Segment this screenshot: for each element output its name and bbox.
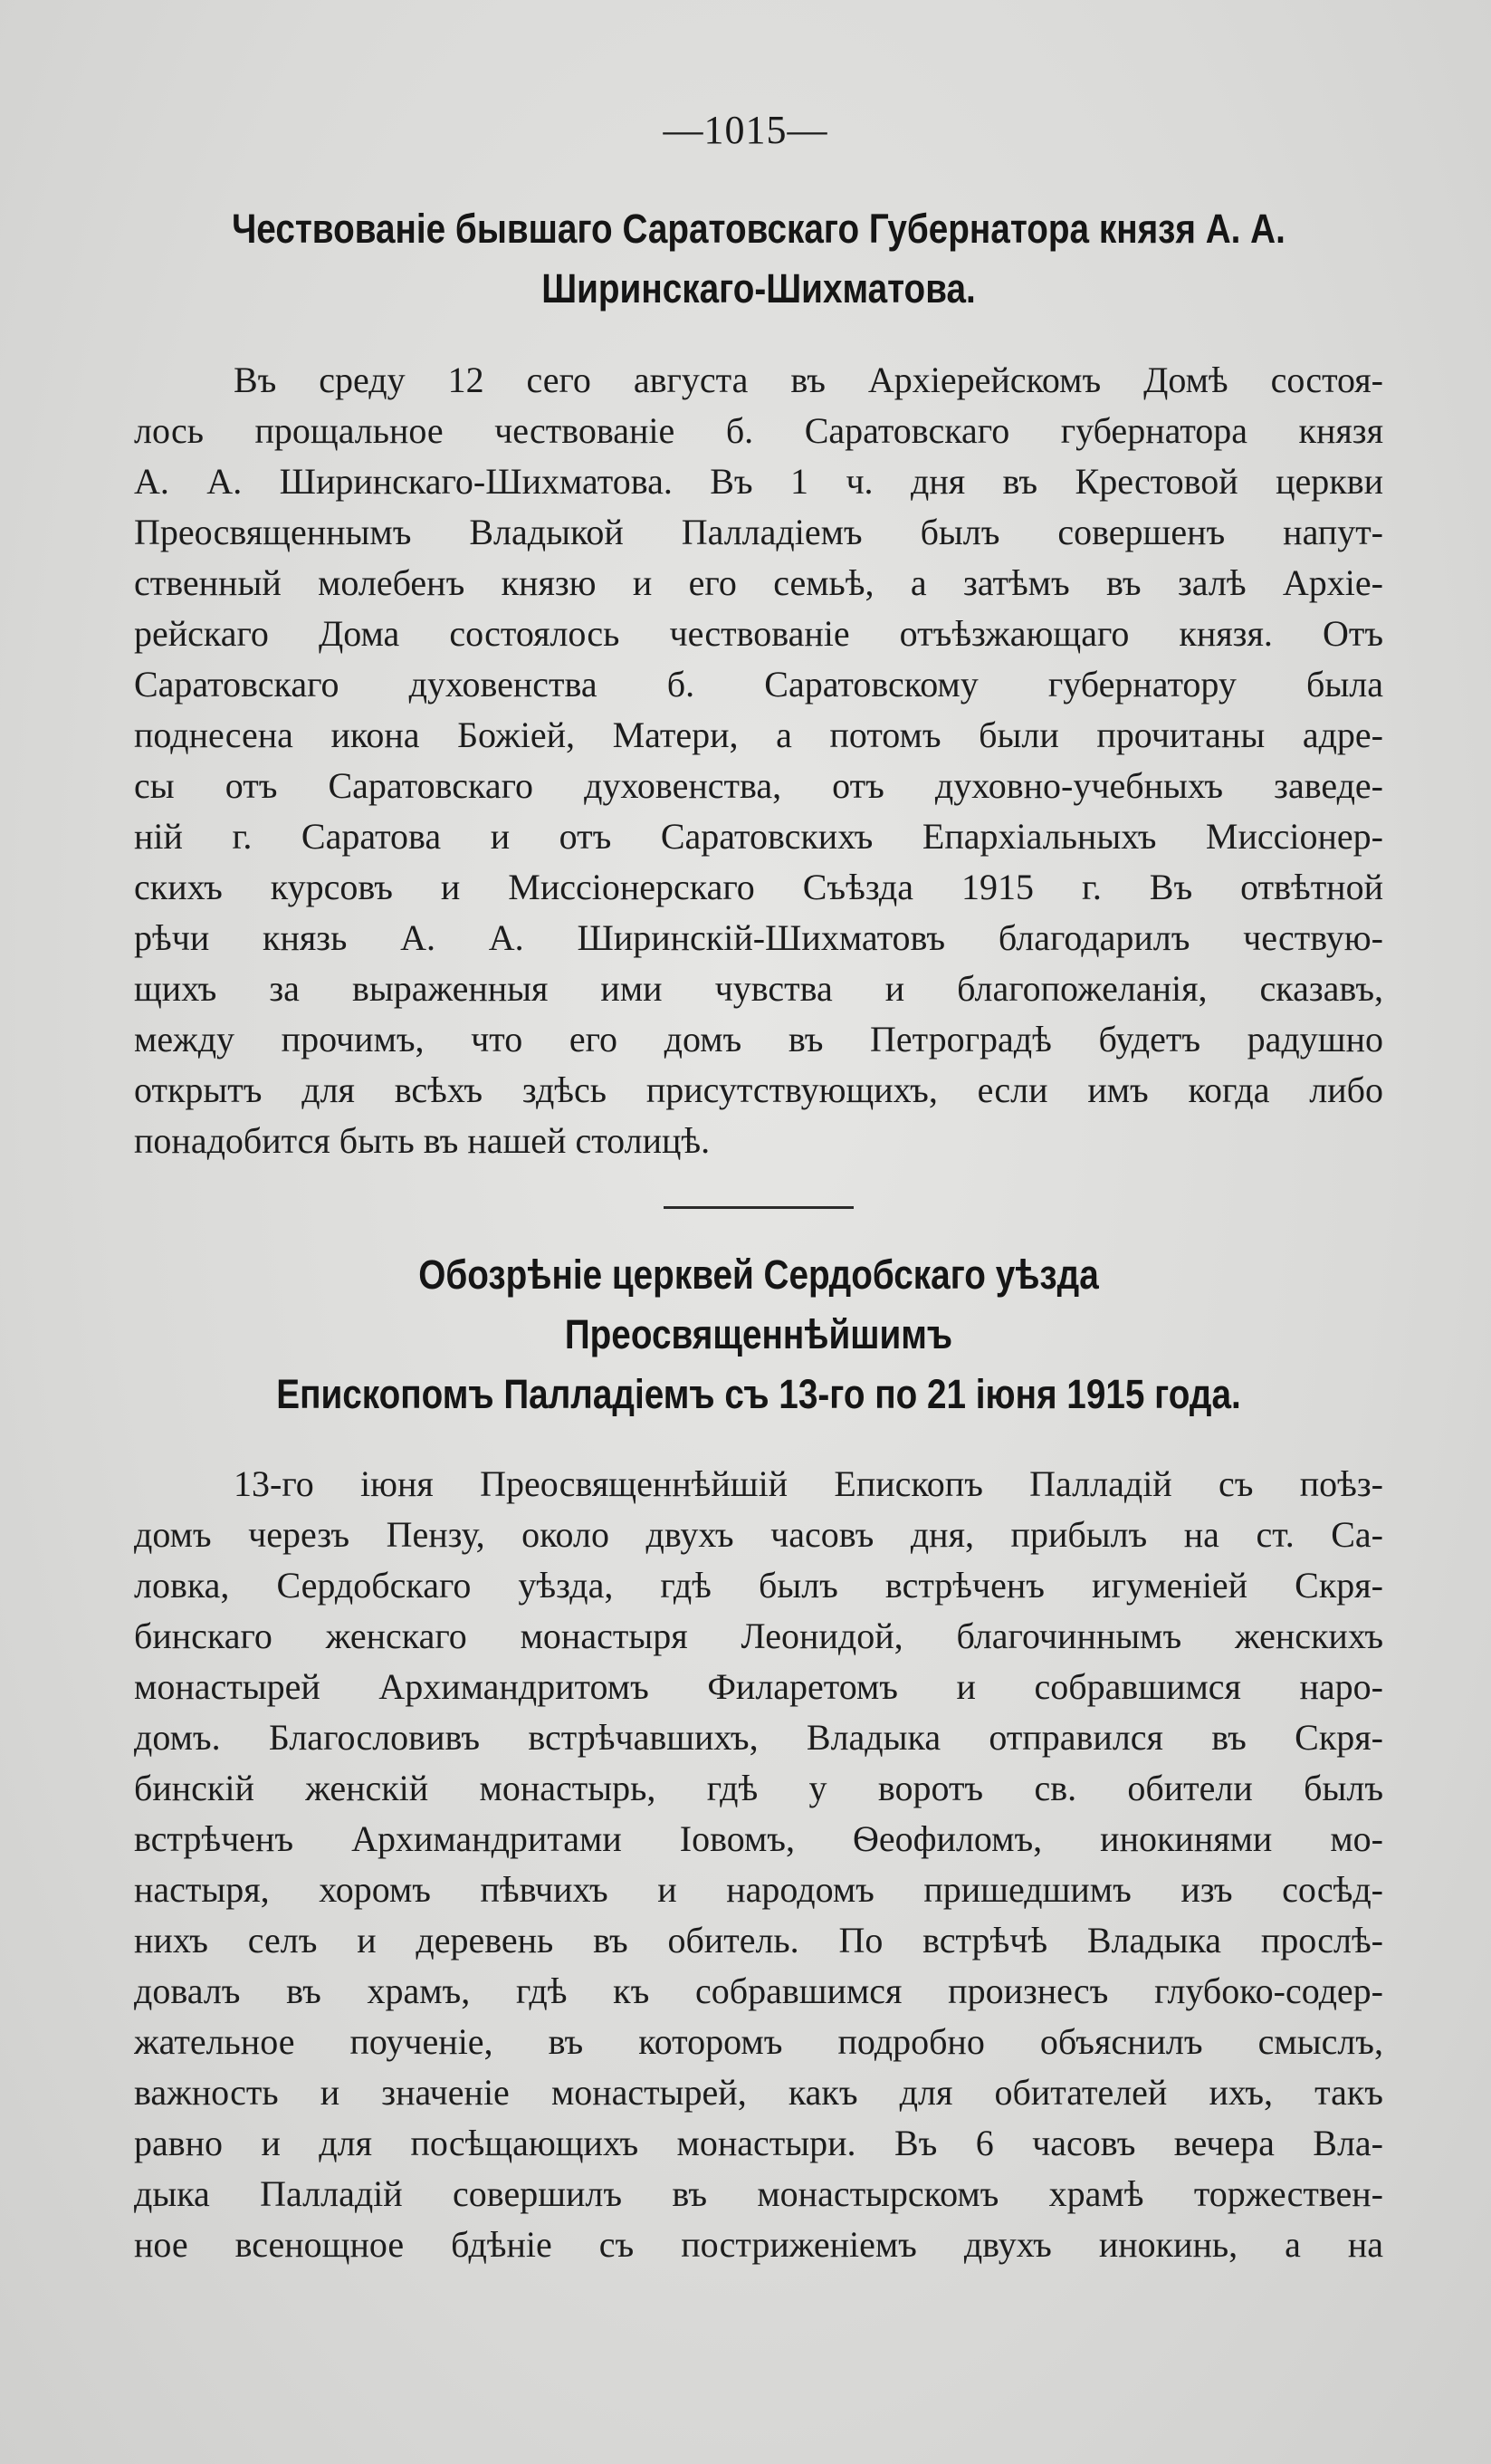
article-2-paragraph <box>134 1459 1383 2270</box>
article-section-1 <box>134 199 1383 1166</box>
text-line: равно и для посѣщающихъ монастыри. Въ 6 часовъ вечера Вла- <box>134 2123 1383 2163</box>
heading-line: Обозрѣніе церквей Сердобскаго уѣзда Преосвященнѣйшимъ <box>418 1251 1099 1357</box>
text-line: щихъ за выраженныя ими чувства и благопожеланія, сказавъ, <box>134 968 1383 1009</box>
article-1-paragraph <box>134 355 1383 1166</box>
text-line: встрѣченъ Архимандритами Іовомъ, Ѳеофиломъ, инокинями мо- <box>134 1818 1383 1859</box>
text-line: домъ черезъ Пензу, около двухъ часовъ дня, прибылъ на ст. Са- <box>134 1514 1383 1555</box>
text-line: ловка, Сердобскаго уѣзда, гдѣ былъ встрѣченъ игуменіей Скря- <box>134 1565 1383 1606</box>
section-divider <box>664 1206 854 1209</box>
text-line: между прочимъ, что его домъ въ Петроградѣ будетъ радушно <box>134 1019 1383 1059</box>
text-line: ній г. Саратова и отъ Саратовскихъ Епархіальныхъ Миссіонер- <box>134 816 1383 857</box>
heading-line: Чествованіе бывшаго Саратовскаго Губернатора князя А. А. <box>232 206 1286 252</box>
text-line: сы отъ Саратовскаго духовенства, отъ духовно-учебныхъ заведе- <box>134 765 1383 806</box>
text-line: 13-го іюня Преосвященнѣйшій Епископъ Палладій съ поѣз- <box>234 1463 1383 1504</box>
heading-line: Ширинскаго-Шихматова. <box>541 265 976 312</box>
text-line: скихъ курсовъ и Миссіонерскаго Съѣзда 1915 г. Въ отвѣтной <box>134 867 1383 907</box>
text-line: А. А. Ширинскаго-Шихматова. Въ 1 ч. дня въ Крестовой церкви <box>134 461 1383 502</box>
text-line: ное всенощное бдѣніе съ постриженіемъ двухъ инокинь, а на <box>134 2224 1383 2265</box>
text-line: жательное поученіе, въ которомъ подробно объяснилъ смыслъ, <box>134 2021 1383 2062</box>
text-line: лось прощальное чествованіе б. Саратовскаго губернатора князя <box>134 410 1383 451</box>
text-line: понадобится быть въ нашей столицѣ. <box>134 1120 711 1161</box>
text-line: поднесена икона Божіей, Матери, а потомъ были прочитаны адре- <box>134 714 1383 755</box>
text-line: настыря, хоромъ пѣвчихъ и народомъ пришедшимъ изъ сосѣд- <box>134 1869 1383 1910</box>
text-line: важность и значеніе монастырей, какъ для обитателей ихъ, такъ <box>134 2072 1383 2113</box>
article-1-heading <box>222 199 1296 319</box>
text-line: рейскаго Дома состоялось чествованіе отъѣзжающаго князя. Отъ <box>134 613 1383 654</box>
text-line: ственный молебенъ князю и его семьѣ, а затѣмъ въ залѣ Архіе- <box>134 562 1383 603</box>
text-line: открытъ для всѣхъ здѣсь присутствующихъ, если имъ когда либо <box>134 1069 1383 1110</box>
page-number: —1015— <box>663 108 828 152</box>
text-line: дыка Палладій совершилъ въ монастырскомъ храмѣ торжествен- <box>134 2173 1383 2214</box>
article-2-heading <box>222 1245 1296 1424</box>
text-line: Преосвященнымъ Владыкой Палладіемъ былъ совершенъ напут- <box>134 512 1383 552</box>
text-line: нихъ селъ и деревень въ обитель. По встрѣчѣ Владыка прослѣ- <box>134 1920 1383 1961</box>
text-line: бинскій женскій монастырь, гдѣ у воротъ св. обители былъ <box>134 1768 1383 1808</box>
text-line: монастырей Архимандритомъ Филаретомъ и собравшимся наро- <box>134 1666 1383 1707</box>
text-line: бинскаго женскаго монастыря Леонидой, благочиннымъ женскихъ <box>134 1616 1383 1656</box>
text-line: Саратовскаго духовенства б. Саратовскому губернатору была <box>134 664 1383 705</box>
heading-line: Епископомъ Палладіемъ съ 13-го по 21 іюня 1915 года. <box>276 1371 1241 1417</box>
text-line: домъ. Благословивъ встрѣчавшихъ, Владыка отправился въ Скря- <box>134 1717 1383 1758</box>
page-content <box>134 199 1383 2270</box>
text-line: Въ среду 12 сего августа въ Архіерейскомъ Домѣ состоя- <box>234 360 1383 400</box>
text-line: рѣчи князь А. А. Ширинскій-Шихматовъ благодарилъ чествую- <box>134 917 1383 958</box>
article-section-2 <box>134 1245 1383 2270</box>
text-line: довалъ въ храмъ, гдѣ къ собравшимся произнесъ глубоко-содер- <box>134 1970 1383 2011</box>
